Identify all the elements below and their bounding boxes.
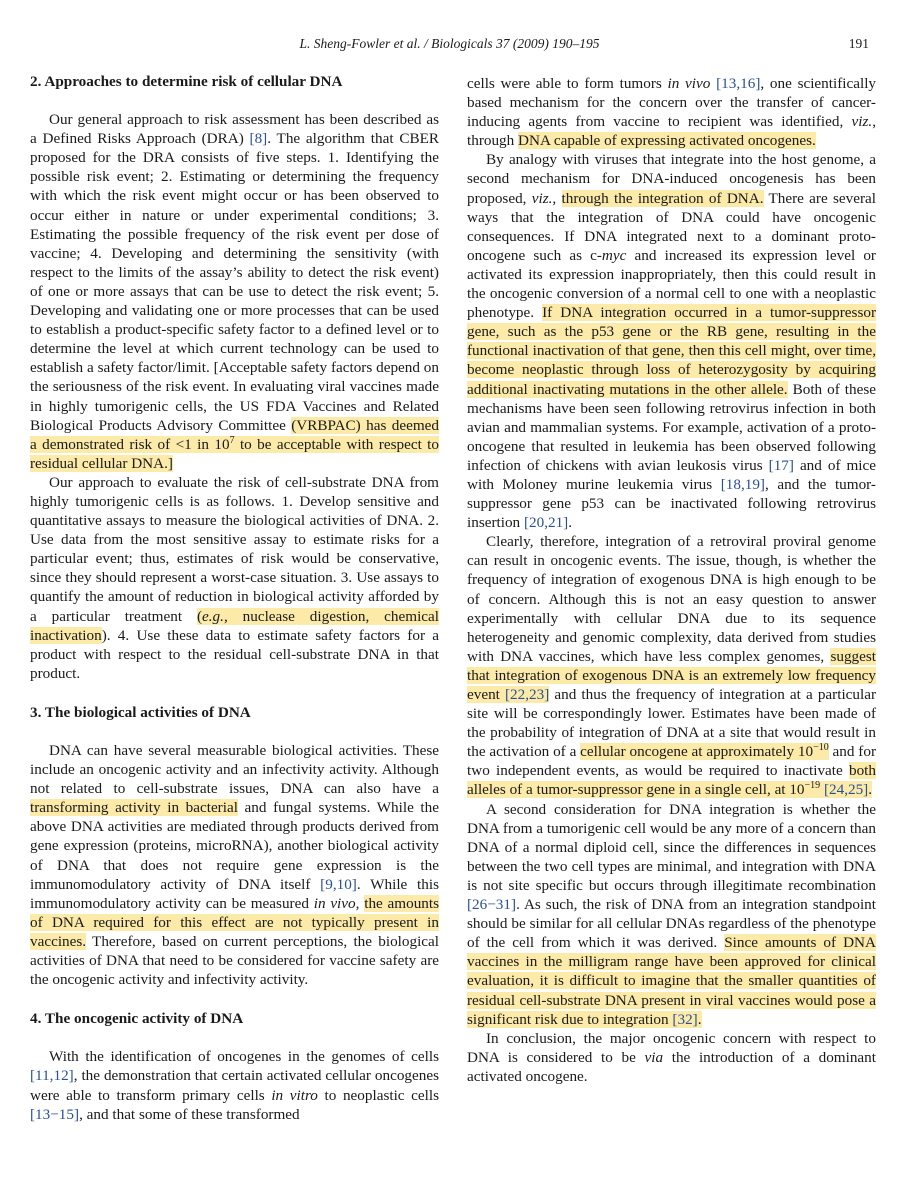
paragraph-integration: By analogy with viruses that integrate into the host genome, a second mechanism for DNA-induced oncogenesis has been proposed, viz., through the integration of DNA. There are several ways that the integration of DNA could have oncogenic consequences. If DNA integrated next to a dominant proto-oncogene such as c-myc and increased its expression level or activated its expression inappropriately, then this could result in the oncogenic conversion of a normal cell to one with a neoplastic phenotype. If DNA integration occurred in a tumor-suppressor gene, such as the p53 gene or the RB gene, resulting in the functional inactivation of that gene, then this cell might, over time, become neoplastic through loss of heterozygosity by acquiring additional inactivating mutations in the other allele. Both of these mechanisms have been seen following retrovirus infection in both avian and mammalian systems. For example, activation of a proto-oncogene that resulted in leukemia has been observed following infection of chickens with avian leukosis virus [17] and of mice with Moloney murine leukemia virus [18,19], and the tumor-suppressor gene p53 can be inactivated following retrovirus insertion [20,21]. bbox=[467, 151, 877, 532]
citation-link[interactable]: [17] bbox=[768, 456, 794, 474]
highlight: transforming activity in bacterial bbox=[30, 799, 238, 817]
section-4-title: 4. The oncogenic activity of DNA bbox=[30, 1010, 244, 1028]
highlight: through the integration of DNA. bbox=[561, 189, 764, 207]
citation-link[interactable]: [18,19] bbox=[720, 475, 765, 493]
paragraph-second-consideration: A second consideration for DNA integration is whether the DNA from a tumorigenic cell would be any more of a concern than DNA of a normal diploid cell, since the differences in sequences between the two cell types are minimal, and integration with DNA is not site specific but occurs through illegitimate recombination [26−31]. As such, the risk of DNA from an integration standpoint should be similar for all cellular DNAs regardless of the phenotype of the cell from which it was derived. Since amounts of DNA vaccines in the milligram range have been approved for clinical evaluation, it is difficult to imagine that the smaller quantities of residual cell-substrate DNA present in viral vaccines would pose a significant risk due to integration [32]. bbox=[467, 800, 876, 1028]
running-title: L. Sheng-Fowler et al. / Biologicals 37 (2009) 190–195 bbox=[299, 36, 600, 51]
highlight: the amounts of DNA required for this effect are not typically present in vaccines. bbox=[30, 894, 440, 950]
citation-link[interactable]: [24,25] bbox=[823, 781, 869, 799]
paragraph-approach: Our approach to evaluate the risk of cell-substrate DNA from highly tumorigenic cells is as follows. 1. Develop sensitive and quantitative assays to measure the biological activities of DNA. 2. Use data from the most sensitive assay to estimate risks for a particular event; thus, estimates of risk would be conservative, since they should represent a worst-case situation. 3. Use assays to quantify the amount of reduction in biological activity afforded by a particular treatment (e.g., nuclease digestion, chemical inactivation). 4. Use these data to estimate safety factors for a product with respect to the residual cell-substrate DNA in that product. bbox=[30, 473, 439, 682]
highlight: both alleles of a tumor-suppressor gene in a single cell, at $10^{-19}$ [24,25]. bbox=[467, 762, 876, 799]
section-2-title: 2. Approaches to determine risk of cellular DNA bbox=[30, 73, 343, 90]
paragraph-continued: cells were able to form tumors in vivo [13,16], one scientifically based mechanism for the concern over the transfer of cancer-inducing agents from vaccine to recipient was identified, viz., through DNA capable of expressing activated oncogenes. bbox=[467, 75, 877, 150]
paragraph-biological-activities: DNA can have several measurable biological activities. These include an oncogenic activity and an infectivity activity. Although not related to cell-substrate issues, DNA can also have a transforming activity in bacterial and fungal systems. While the above DNA activities are mediated through products derived from gene expression (proteins, microRNA), another biological activity of DNA that does not require gene expression is the immunomodulatory activity of DNA itself [9,10]. While this immunomodulatory activity can be measured in vivo, the amounts of DNA required for this effect are not typically present in vaccines. Therefore, based on current perceptions, the biological activities of DNA that need to be considered for vaccine safety are the oncogenic activity and infectivity activity. bbox=[30, 742, 440, 989]
highlight: (VRBPAC) has deemed a demonstrated risk of <1 in $10^7$ to be acceptable with respect to residual cellular DNA.] bbox=[30, 416, 439, 472]
paragraph-frequency: Clearly, therefore, integration of a retroviral proviral genome can result in oncogenic events. The issue, though, is whether the frequency of integration of exogenous DNA is high enough to be of concern. Although this is not an easy question to answer experimentally with cellular DNA due to its sequence heterogeneity and genomic complexity, data derived from studies with DNA vaccines, which have less complex genomes, suggest that integration of exogenous DNA is an extremely low frequency event [22,23] and thus the frequency of integration at a particular site will be correspondingly lower. Estimates have been made of the probability of integration of DNA at a site that would result in the activation of a cellular oncogene at approximately $10^{-10}$ and for two independent events, as would be required to inactivate both alleles of a tumor-suppressor gene in a single cell, at $10^{-19}$ [24,25]. bbox=[467, 533, 877, 799]
section-3-title: 3. The biological activities of DNA bbox=[30, 703, 251, 721]
highlight: If DNA integration occurred in a tumor-suppressor gene, such as the p53 gene or the RB gene, resulting in the functional inactivation of that gene, then this cell might, over time, become neoplastic through loss of heterozygosity by acquiring additional inactivating mutations in the other allele. bbox=[467, 304, 877, 398]
citation-link[interactable]: [11,12] bbox=[30, 1067, 74, 1085]
paragraph-oncogenic: With the identification of oncogenes in the genomes of cells [11,12], the demonstration that certain activated cellular oncogenes were able to transform primary cells in vitro to neoplastic cells [13−15], and that some of these transformed bbox=[30, 1048, 439, 1123]
highlight: cellular oncogene at approximately $10^{-10}$ bbox=[580, 742, 829, 761]
paragraph-dra: Our general approach to risk assessment has been described as a Defined Risks Approach (DRA) [8]. The algorithm that CBER proposed for the DRA consists of five steps. 1. Identifying the possible risk event; 2. Estimating or determining the frequency with which the risk event might occur or has been observed to occur either in nature or under experimental conditions; 3. Estimating the possible frequency of the risk event per dose of vaccine; 4. Developing and determining the sensitivity (with respect to the limits of the assay’s ability to detect the risk event) of one or more assays that can be use to detect the risk event; 5. Developing and validating one or more processes that can be used to establish a product-specific safety factor to a defined level or to determine the level at which current technology can be used to establish a safety factor/limit. [Acceptable safety factors depend on the seriousness of the risk event. In evaluating viral vaccines made in highly tumorigenic cells, the US FDA Vaccines and Related Biological Products Advisory Committee (VRBPAC) has deemed a demonstrated risk of <1 in $10^7$ to be acceptable with respect to residual cellular DNA.] bbox=[30, 111, 439, 472]
highlight: suggest that integration of exogenous DNA is an extremely low frequency event [22,23] bbox=[467, 647, 876, 703]
highlight: Since amounts of DNA vaccines in the milligram range have been approved for clinical evaluation, it is difficult to imagine that the smaller quantities of residual cell-substrate DNA present in viral vaccines would pose a significant risk due to integration [32]. bbox=[467, 934, 876, 1028]
highlight: DNA capable of expressing activated oncogenes. bbox=[518, 132, 816, 150]
paragraph-conclusion: In conclusion, the major oncogenic concern with respect to DNA is considered to be via the introduction of a dominant activated oncogene. bbox=[467, 1029, 876, 1085]
right-column bbox=[467, 74, 876, 1086]
citation-link[interactable]: [13−15] bbox=[30, 1105, 80, 1123]
citation-link[interactable]: [32] bbox=[672, 1010, 698, 1028]
citation-link[interactable]: [9,10] bbox=[320, 875, 357, 893]
left-column bbox=[30, 72, 439, 1124]
citation-link[interactable]: [22,23] bbox=[505, 686, 550, 703]
citation-link[interactable]: [26−31] bbox=[467, 896, 517, 914]
highlight: (e.g., nuclease digestion, chemical inactivation bbox=[30, 607, 439, 644]
citation-link[interactable]: [20,21] bbox=[523, 514, 569, 532]
page-number: 191 bbox=[848, 36, 869, 51]
citation-link[interactable]: [8] bbox=[249, 130, 268, 148]
citation-link[interactable]: [13,16] bbox=[716, 75, 761, 92]
